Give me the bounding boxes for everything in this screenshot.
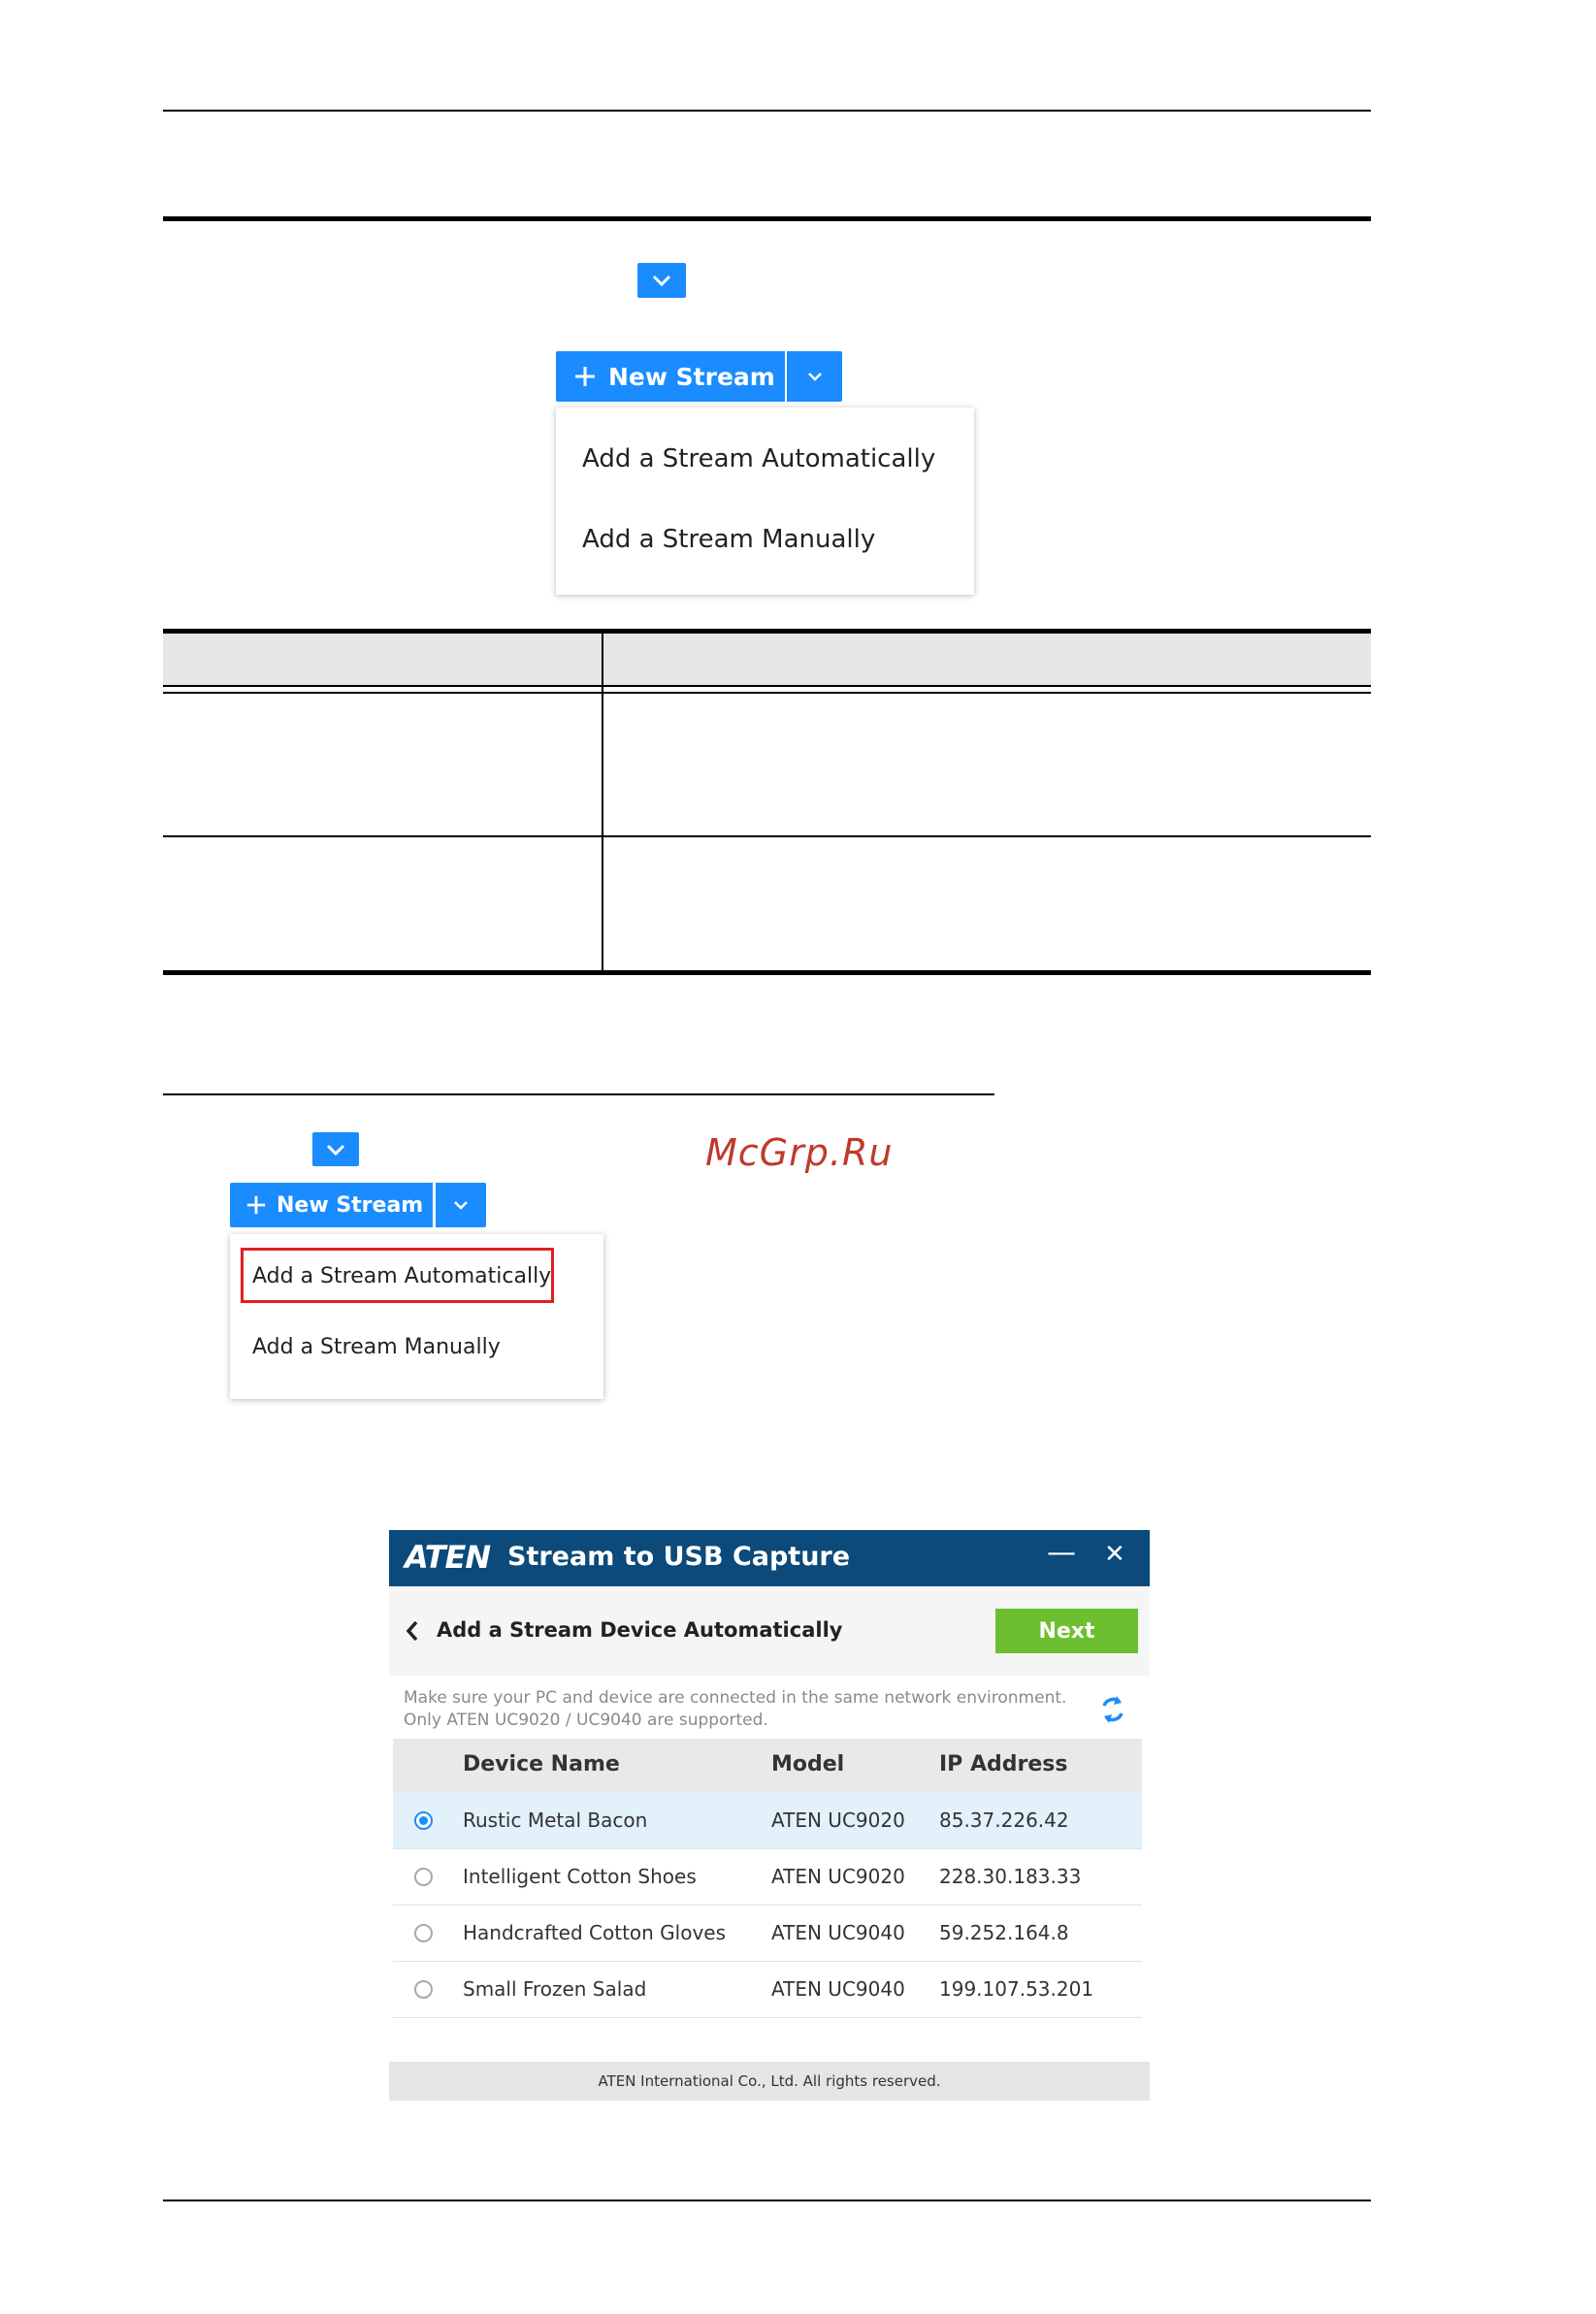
footer-copyright: ATEN International Co., Ltd. All rights reserved. xyxy=(389,2062,1150,2101)
app-window xyxy=(389,1530,1150,2101)
hint-line-1: Make sure your PC and device are connected in the same network environment. xyxy=(404,1688,1067,1708)
minimize-icon[interactable]: — xyxy=(1047,1536,1076,1570)
chevron-down-icon xyxy=(806,371,824,382)
title-bar xyxy=(389,1530,1150,1586)
table-bottom-rule xyxy=(163,970,1371,975)
new-stream-label: New Stream xyxy=(608,362,775,391)
chevron-button-inline[interactable] xyxy=(312,1132,359,1166)
device-name: Handcrafted Cotton Gloves xyxy=(463,1921,727,1944)
page-title: Add a Stream Device Automatically xyxy=(437,1618,843,1642)
radio-button[interactable] xyxy=(414,1924,433,1942)
watermark: McGrp.Ru xyxy=(705,1131,894,1174)
col-ip-address: IP Address xyxy=(939,1752,1068,1776)
new-stream-menu xyxy=(556,407,974,595)
col-device-name: Device Name xyxy=(463,1752,620,1776)
new-stream-dropdown-toggle[interactable] xyxy=(787,351,842,402)
device-name: Small Frozen Salad xyxy=(463,1977,647,2001)
table-header-rule-2 xyxy=(163,692,1371,694)
hint-line-2: Only ATEN UC9020 / UC9040 are supported. xyxy=(404,1711,768,1730)
table-row[interactable] xyxy=(393,1962,1142,2018)
subsection-rule xyxy=(163,1093,994,1095)
device-name: Rustic Metal Bacon xyxy=(463,1809,648,1832)
device-name: Intelligent Cotton Shoes xyxy=(463,1865,697,1888)
device-ip: 85.37.226.42 xyxy=(939,1809,1069,1832)
back-chevron-icon[interactable] xyxy=(404,1619,421,1643)
plus-icon xyxy=(245,1194,267,1216)
device-ip: 59.252.164.8 xyxy=(939,1921,1069,1944)
table-column-divider xyxy=(602,634,603,970)
table-row[interactable] xyxy=(393,1793,1142,1849)
device-model: ATEN UC9020 xyxy=(771,1809,905,1832)
radio-button[interactable] xyxy=(414,1980,433,1999)
chevron-down-icon xyxy=(452,1199,470,1211)
device-ip: 228.30.183.33 xyxy=(939,1865,1082,1888)
menu-item-add-manually[interactable]: Add a Stream Manually xyxy=(252,1335,501,1359)
table-row[interactable] xyxy=(393,1849,1142,1906)
aten-logo: ATEN xyxy=(405,1539,491,1576)
device-table-header xyxy=(393,1739,1142,1793)
menu-item-add-automatically[interactable]: Add a Stream Automatically xyxy=(582,444,936,473)
table-header xyxy=(163,634,1371,685)
device-model: ATEN UC9040 xyxy=(771,1977,905,2001)
refresh-icon[interactable] xyxy=(1098,1693,1127,1726)
table-row[interactable] xyxy=(393,1906,1142,1962)
chevron-down-icon xyxy=(325,1143,346,1157)
new-stream-button[interactable] xyxy=(230,1183,433,1227)
next-button[interactable]: Next xyxy=(995,1609,1138,1653)
device-ip: 199.107.53.201 xyxy=(939,1977,1094,2001)
header-rule xyxy=(163,110,1371,112)
menu-item-add-manually[interactable]: Add a Stream Manually xyxy=(582,525,876,554)
page-header xyxy=(389,1586,1150,1676)
footer-rule xyxy=(163,2200,1371,2201)
new-stream-menu xyxy=(230,1234,603,1399)
col-model: Model xyxy=(771,1752,845,1776)
device-model: ATEN UC9040 xyxy=(771,1921,905,1944)
table-header-rule-1 xyxy=(163,685,1371,687)
table-row-rule xyxy=(163,835,1371,837)
new-stream-label: New Stream xyxy=(277,1192,424,1218)
menu-item-add-automatically[interactable]: Add a Stream Automatically xyxy=(252,1264,552,1288)
plus-icon xyxy=(573,365,597,388)
radio-button[interactable] xyxy=(414,1868,433,1886)
chevron-down-icon xyxy=(651,274,672,287)
chevron-button-inline[interactable] xyxy=(637,263,686,298)
new-stream-dropdown-toggle[interactable] xyxy=(436,1183,486,1227)
new-stream-button[interactable] xyxy=(556,351,785,402)
close-icon[interactable]: ✕ xyxy=(1104,1540,1125,1569)
device-model: ATEN UC9020 xyxy=(771,1865,905,1888)
section-rule xyxy=(163,216,1371,221)
app-title: Stream to USB Capture xyxy=(507,1542,851,1572)
radio-button[interactable] xyxy=(414,1811,433,1830)
